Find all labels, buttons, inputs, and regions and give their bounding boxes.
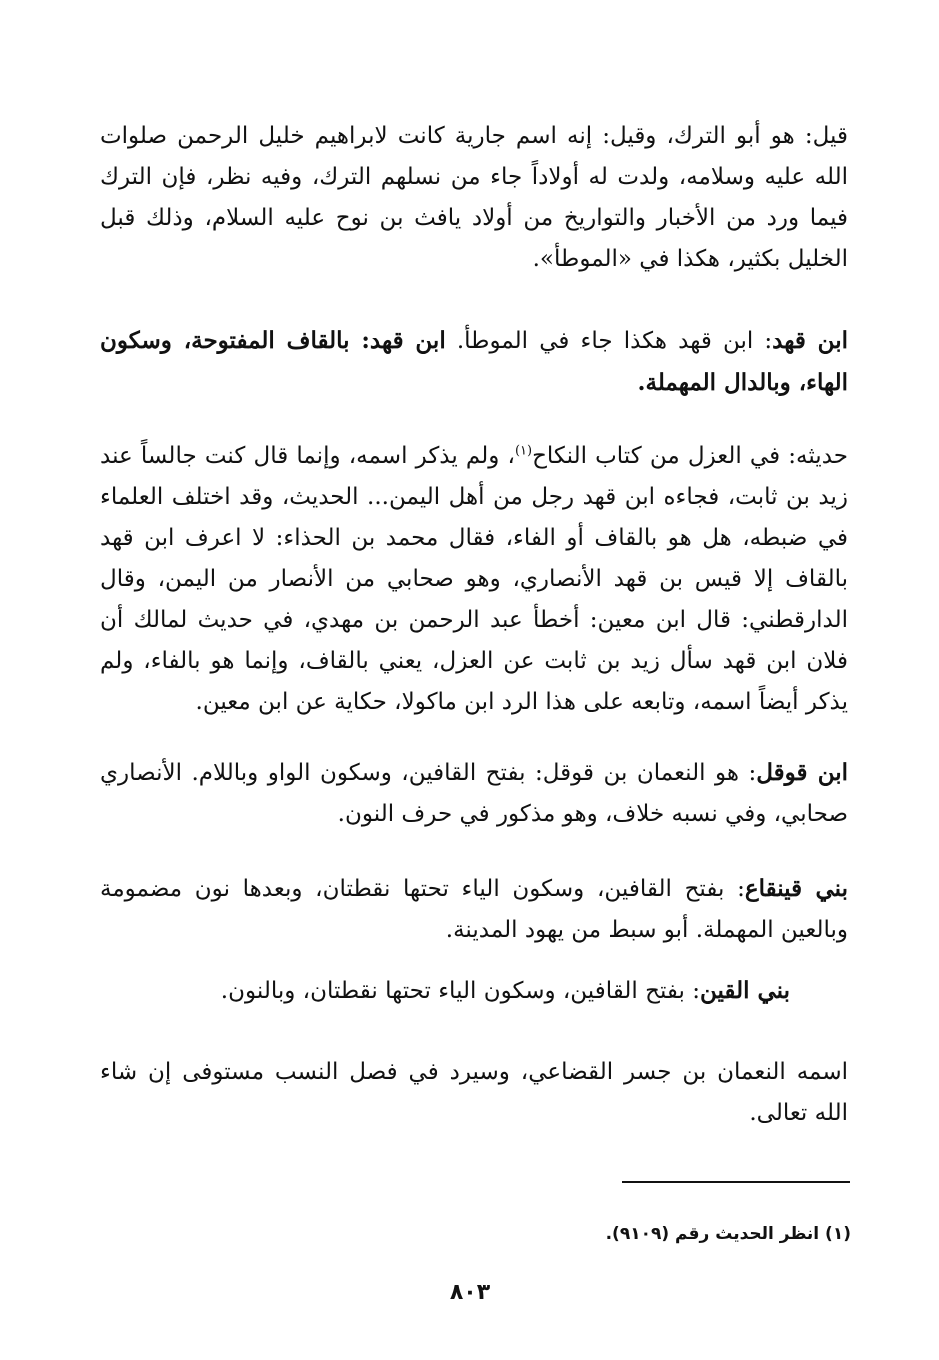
- paragraph-turk: قيل: هو أبو الترك، وقيل: إنه اسم جارية كانت لابراهيم خليل الرحمن صلوات الله عليه وسلامه، ولدت له أولاداً جاء من نسلهم الترك، وفيه نظر، فإن الترك فيما ورد من الأخبار والتواريخ من أولاد يافث بن نوح عليه السلام، وذلك قبل الخليل بكثير، هكذا في «الموطأ».: [100, 123, 848, 272]
- paragraph-bani-alqayn: [100, 970, 790, 1012]
- page-number: ٨٠٣: [449, 1280, 491, 1305]
- footnote-marker: (١): [514, 443, 533, 459]
- entry-text: : هو النعمان بن قوقل: بفتح القافين، وسكون الواو وباللام. الأنصاري صحابي، وفي نسبه خلاف، وهو مذكور في حرف النون.: [100, 760, 848, 827]
- entry-text: حديثه: في العزل من كتاب النكاح: [532, 443, 848, 469]
- paragraph-bani-qaynuqa: [100, 868, 848, 951]
- paragraph-ibn-qahd: [100, 320, 848, 404]
- entry-term: بني القين: [699, 977, 790, 1004]
- entry-term: ابن قهد: [772, 327, 848, 354]
- entry-text: ، ولم يذكر اسمه، وإنما قال كنت جالساً عند زيد بن ثابت، فجاءه ابن قهد رجل من أهل اليمن... الحديث، وقد اختلف العلماء في ضبطه، هل هو بالقاف أو الفاء، فقال محمد بن الحذاء: لا اعرف ابن قهد بالقاف إلا قيس بن قهد الأنصاري، وهو صحابي من الأنصار من اليمن، وقال الدارقطني: قال ابن معين: أخطأ عبد الرحمن بن مهدي، في حديث لمالك أن فلان ابن قهد سأل زيد بن ثابت عن العزل، يعني بالقاف، وإنما هو بالفاء، ولم يذكر أيضاً اسمه، وتابعه على هذا الرد ابن ماكولا، حكاية عن ابن معين.: [100, 443, 848, 715]
- footnote: (١) انظر الحديث رقم (٩١٠٩).: [605, 1224, 851, 1244]
- paragraph-ibn-qawqal: [100, 752, 848, 835]
- entry-term: ابن قهد: [369, 327, 446, 354]
- entry-term: ابن قوقل: [756, 759, 848, 786]
- entry-text: : ابن قهد هكذا جاء في الموطأ.: [445, 328, 773, 354]
- entry-text: : بفتح القافين، وسكون الياء تحتها نقطتان، وبعدها نون مضمومة وبالعين المهملة. أبو سبط من يهود المدينة.: [100, 876, 848, 943]
- entry-text: : بالقاف المفتوحة، وسكون الهاء، وبالدال المهملة.: [100, 327, 848, 396]
- paragraph-numan: اسمه النعمان بن جسر القضاعي، وسيرد في فصل النسب مستوفى إن شاء الله تعالى.: [100, 1059, 848, 1126]
- entry-term: بني قينقاع: [744, 875, 848, 902]
- entry-text: : بفتح القافين، وسكون الياء تحتها نقطتان، وبالنون.: [220, 978, 700, 1004]
- paragraph-hadith: [100, 436, 848, 723]
- footnote-divider: [622, 1181, 850, 1183]
